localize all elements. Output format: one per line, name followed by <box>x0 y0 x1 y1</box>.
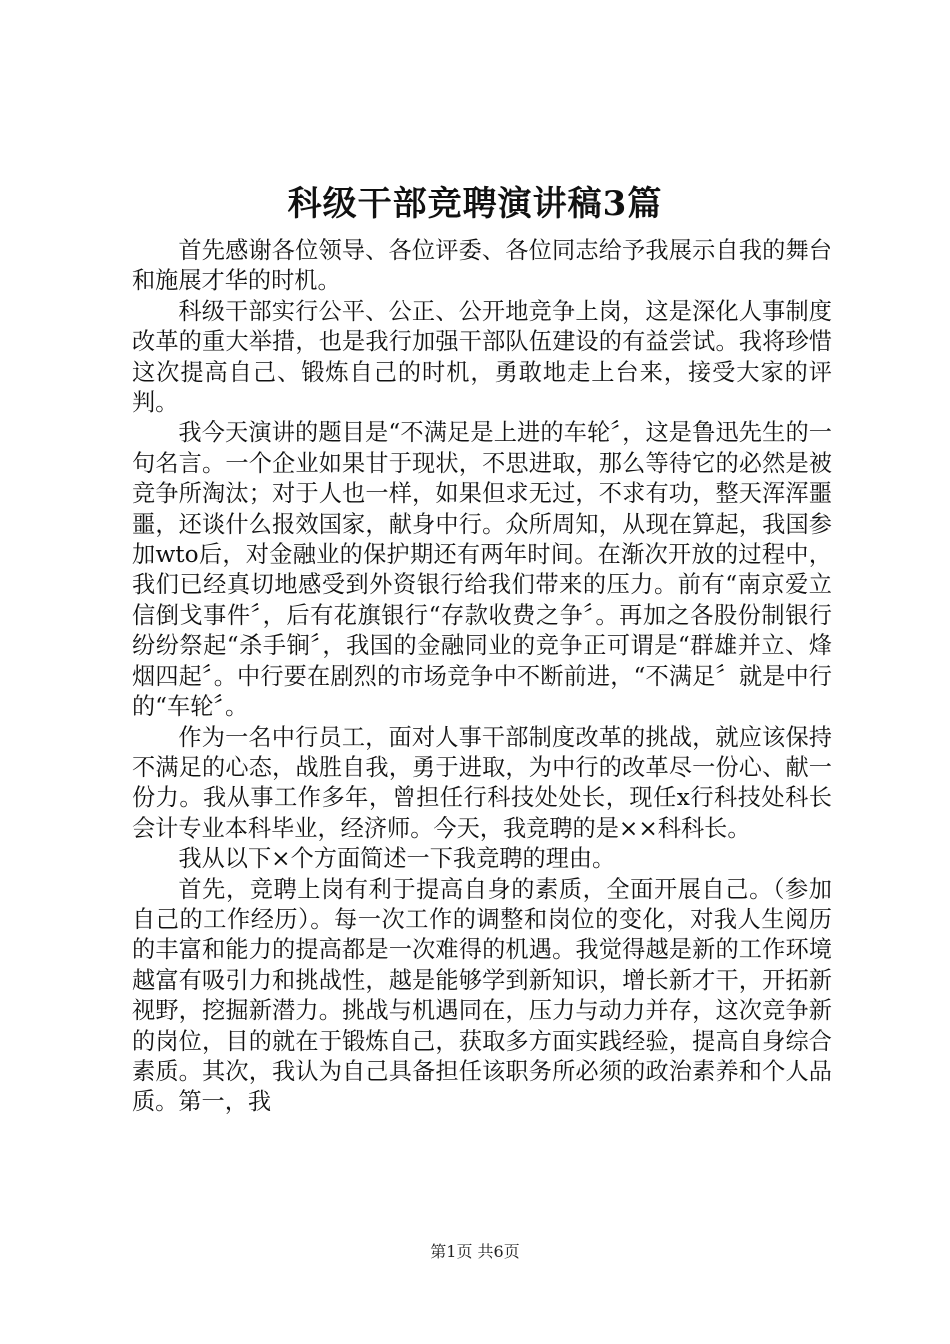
document-body <box>132 236 832 1118</box>
paragraph: 科级干部实行公平、公正、公开地竞争上岗，这是深化人事制度改革的重大举措，也是我行加强干部队伍建设的有益尝试。我将珍惜这次提高自己、锻炼自己的时机，勇敢地走上台来，接受大家的评判。 <box>132 297 832 417</box>
paragraph: 我今天演讲的题目是“不满足是上进的车轮〞，这是鲁迅先生的一句名言。一个企业如果甘于现状，不思进取，那么等待它的必然是被竞争所淘汰；对于人也一样，如果但求无过，不求有功，整天浑浑噩噩，还谈什么报效国家，献身中行。众所周知，从现在算起，我国参加wto后，对金融业的保护期还有两年时间。在渐次开放的过程中，我们已经真切地感受到外资银行给我们带来的压力。前有“南京爱立信倒戈事件〞，后有花旗银行“存款收费之争〞。再加之各股份制银行纷纷祭起“杀手锏〞，我国的金融同业的竞争正可谓是“群雄并立、烽烟四起〞。中行要在剧烈的市场竞争中不断前进，“不满足〞就是中行的“车轮〞。 <box>132 419 832 721</box>
document-title: 科级干部竞聘演讲稿3篇 <box>287 184 663 224</box>
page-number-footer: 第1页 共6页 <box>430 1242 520 1261</box>
paragraph: 我从以下×个方面简述一下我竞聘的理由。 <box>178 845 616 873</box>
paragraph: 首先，竞聘上岗有利于提高自身的素质，全面开展自己。（参加自己的工作经历）。每一次工作的调整和岗位的变化，对我人生阅历的丰富和能力的提高都是一次难得的机遇。我觉得越是新的工作环境越富有吸引力和挑战性，越是能够学到新知识，增长新才干，开拓新视野，挖掘新潜力。挑战与机遇同在，压力与动力并存，这次竞争新的岗位，目的就在于锻炼自己，获取多方面实践经验，提高自身综合素质。其次，我认为自己具备担任该职务所必须的政治素养和个人品质。第一，我 <box>132 875 832 1116</box>
paragraph: 作为一名中行员工，面对人事干部制度改革的挑战，就应该保持不满足的心态，战胜自我，勇于进取，为中行的改革尽一份心、献一份力。我从事工作多年，曾担任行科技处处长，现任x行科技处科长会计专业本科毕业，经济师。今天，我竞聘的是××科科长。 <box>132 723 832 842</box>
paragraph: 首先感谢各位领导、各位评委、各位同志给予我展示自我的舞台和施展才华的时机。 <box>132 237 832 295</box>
